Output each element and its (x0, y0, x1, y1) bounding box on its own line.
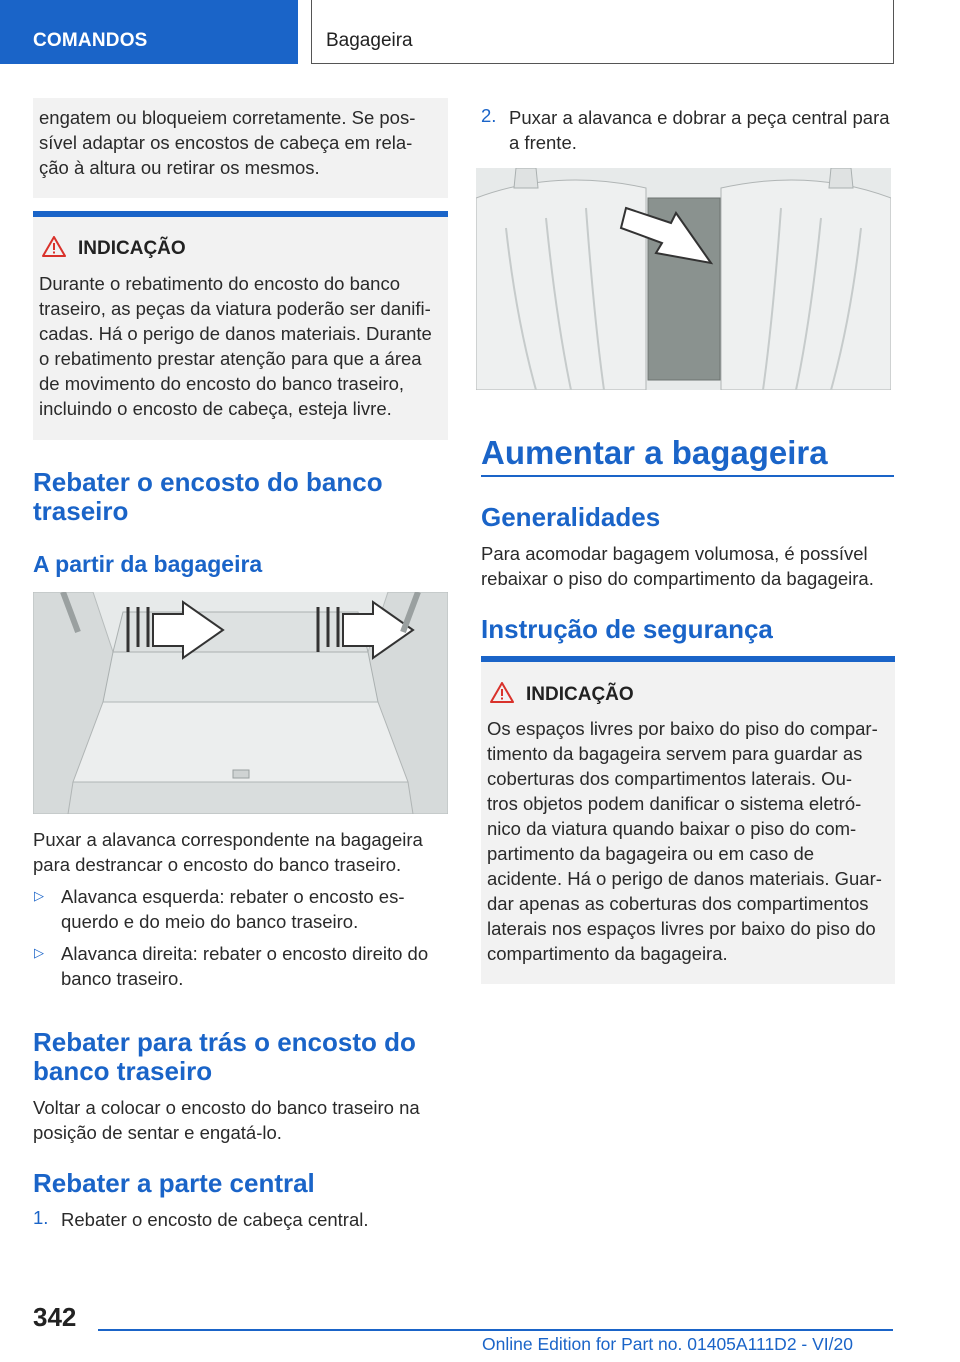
pull-line-2: para destrancar o encosto do banco traseiro. (33, 854, 402, 875)
note1-line-2: traseiro, as peças da viatura poderão ser danifi- (39, 298, 431, 319)
step-1-number: 1. (33, 1207, 49, 1228)
bullet-1-line-2: querdo e do meio do banco traseiro. (61, 911, 359, 932)
note1-line-3: cadas. Há o perigo de danos materiais. Durante (39, 323, 432, 344)
bullet-triangle-icon: ▷ (34, 945, 44, 960)
trunk-illustration (33, 592, 448, 814)
warning-icon (42, 236, 66, 257)
note1-title: INDICAÇÃO (78, 238, 186, 259)
heading-fold-back-1: Rebater para trás o encosto do (33, 1027, 416, 1057)
intro-line-2: sível adaptar os encostos de cabeça em rela- (39, 132, 413, 153)
note2-line-4: tros objetos podem danificar o sistema eletró- (487, 793, 862, 814)
intro-line-3: ção à altura ou retirar os mesmos. (39, 157, 320, 178)
warning-icon (490, 682, 514, 703)
step-1-text: Rebater o encosto de cabeça central. (61, 1209, 369, 1230)
section-tab (0, 0, 298, 64)
heading-underline (481, 475, 894, 477)
intro-line-1: engatem ou bloqueiem corretamente. Se pos- (39, 107, 416, 128)
note1-line-5: de movimento do encosto do banco traseiro, (39, 373, 405, 394)
note2-line-9: laterais nos espaços livres por baixo do piso do (487, 918, 876, 939)
heading-general: Generalidades (481, 502, 661, 532)
heading-fold-back-2: banco traseiro (33, 1056, 213, 1086)
note2-line-6: partimento da bagageira ou em caso de (487, 843, 815, 864)
note1-line-4: o rebatimento prestar atenção para que a área (39, 348, 422, 369)
general-line-1: Para acomodar bagagem volumosa, é possível (481, 543, 868, 564)
pull-line-1: Puxar a alavanca correspondente na bagageira (33, 829, 423, 850)
note2-line-10: compartimento da bagageira. (487, 943, 728, 964)
step-2-line-1: Puxar a alavanca e dobrar a peça central para (509, 107, 890, 128)
rear-seat-illustration (476, 168, 891, 390)
step-2-line-2: a frente. (509, 132, 577, 153)
section-label: COMANDOS (33, 30, 148, 51)
footer-rule (98, 1329, 893, 1331)
note2-line-2: timento da bagageira servem para guardar as (487, 743, 863, 764)
note1-line-6: incluindo o encosto de cabeça, esteja livre. (39, 398, 392, 419)
page-number: 342 (33, 1302, 77, 1332)
heading-enlarge-trunk: Aumentar a bagageira (481, 434, 828, 471)
bullet-triangle-icon: ▷ (34, 888, 44, 903)
heading-center-part: Rebater a parte central (33, 1168, 315, 1198)
bullet-2-line-2: banco traseiro. (61, 968, 184, 989)
heading-from-trunk: A partir da bagageira (33, 551, 263, 577)
chapter-title: Bagageira (326, 30, 413, 51)
note2-title: INDICAÇÃO (526, 684, 634, 705)
bullet-2-line-1: Alavanca direita: rebater o encosto direito do (61, 943, 429, 964)
chapter-header (311, 0, 894, 64)
note1-line-1: Durante o rebatimento do encosto do banco (39, 273, 400, 294)
back-line-2: posição de sentar e engatá-lo. (33, 1122, 282, 1143)
step-2-number: 2. (481, 105, 497, 126)
note2-line-1: Os espaços livres por baixo do piso do compar- (487, 718, 878, 739)
general-line-2: rebaixar o piso do compartimento da bagageira. (481, 568, 874, 589)
heading-safety: Instrução de segurança (481, 614, 773, 644)
heading-fold-seat-1: Rebater o encosto do banco (33, 467, 383, 497)
footer-edition: Online Edition for Part no. 01405A111D2 - VI/20 (482, 1334, 853, 1354)
note2-line-8: dar apenas as coberturas dos compartimentos (487, 893, 869, 914)
note2-line-5: nico da viatura quando baixar o piso do com- (487, 818, 857, 839)
back-line-1: Voltar a colocar o encosto do banco traseiro na (33, 1097, 420, 1118)
note2-line-3: coberturas dos compartimentos laterais. Ou- (487, 768, 853, 789)
note2-line-7: acidente. Há o perigo de danos materiais. Guar- (487, 868, 882, 889)
bullet-1-line-1: Alavanca esquerda: rebater o encosto es- (61, 886, 405, 907)
heading-fold-seat-2: traseiro (33, 496, 129, 526)
